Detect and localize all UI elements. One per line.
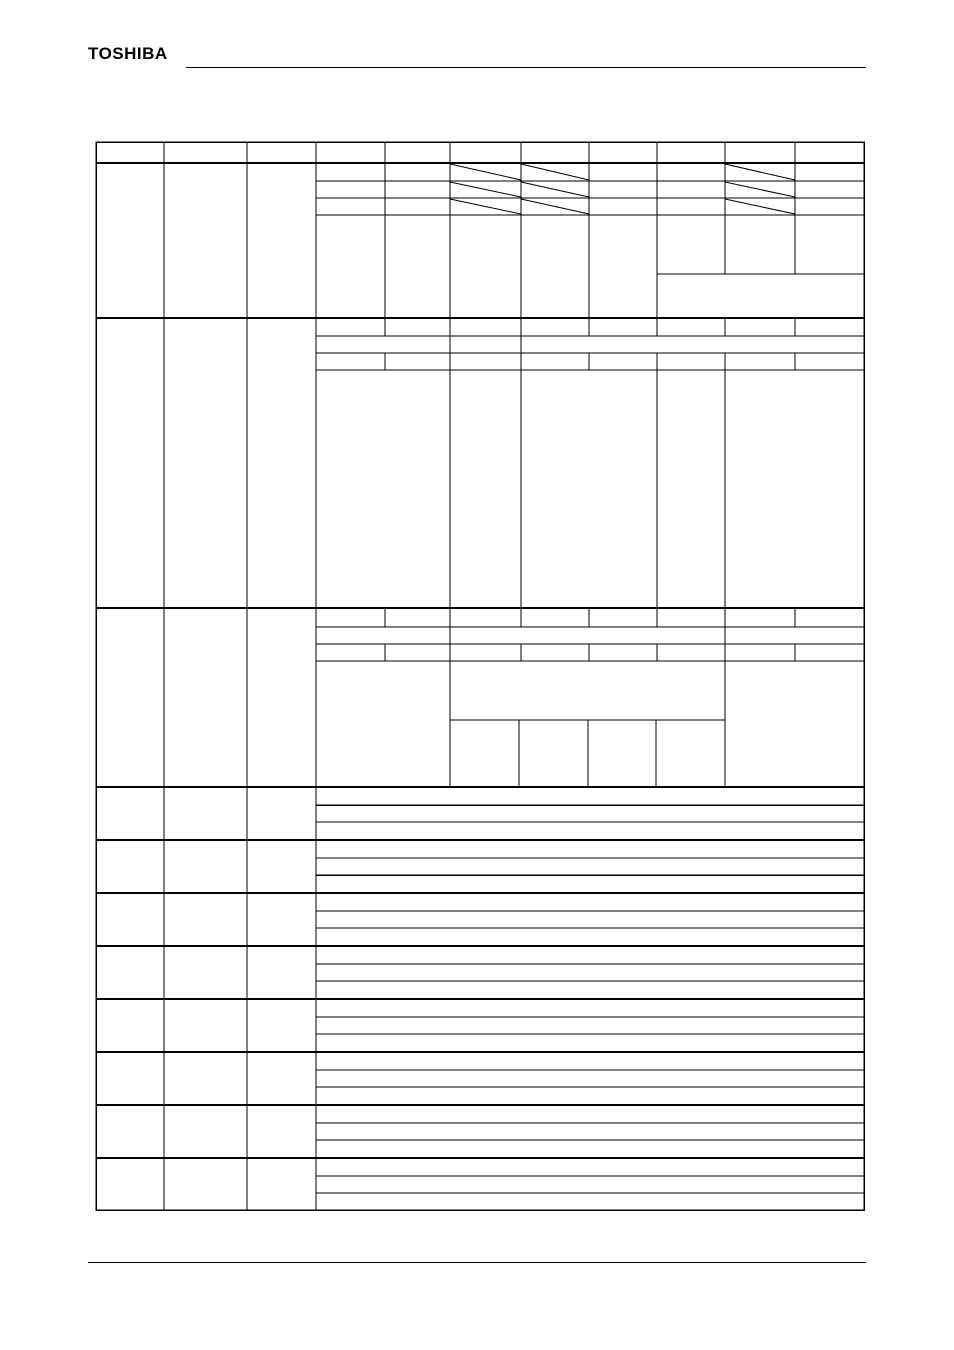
group-1-grid <box>316 163 864 318</box>
group-11-rows <box>316 1176 864 1193</box>
group-10-rows <box>316 1123 864 1140</box>
group-2-grid <box>316 318 864 608</box>
group-5-rows <box>316 858 864 875</box>
table-frame <box>96 142 864 1210</box>
group-9-rows <box>316 1070 864 1087</box>
header-row-dividers <box>385 142 795 163</box>
group-separators <box>96 318 864 1158</box>
group-3-grid <box>316 608 864 787</box>
toshiba-logo: TOSHIBA <box>88 44 168 63</box>
group-6-rows <box>316 911 864 928</box>
group-8-rows <box>316 1017 864 1034</box>
group-7-rows <box>316 964 864 981</box>
footer-rule <box>88 1262 866 1263</box>
group-4-rows <box>316 805 864 822</box>
group-1-unused-bit-slashes <box>450 164 795 214</box>
descriptor-column-dividers <box>164 142 316 1210</box>
